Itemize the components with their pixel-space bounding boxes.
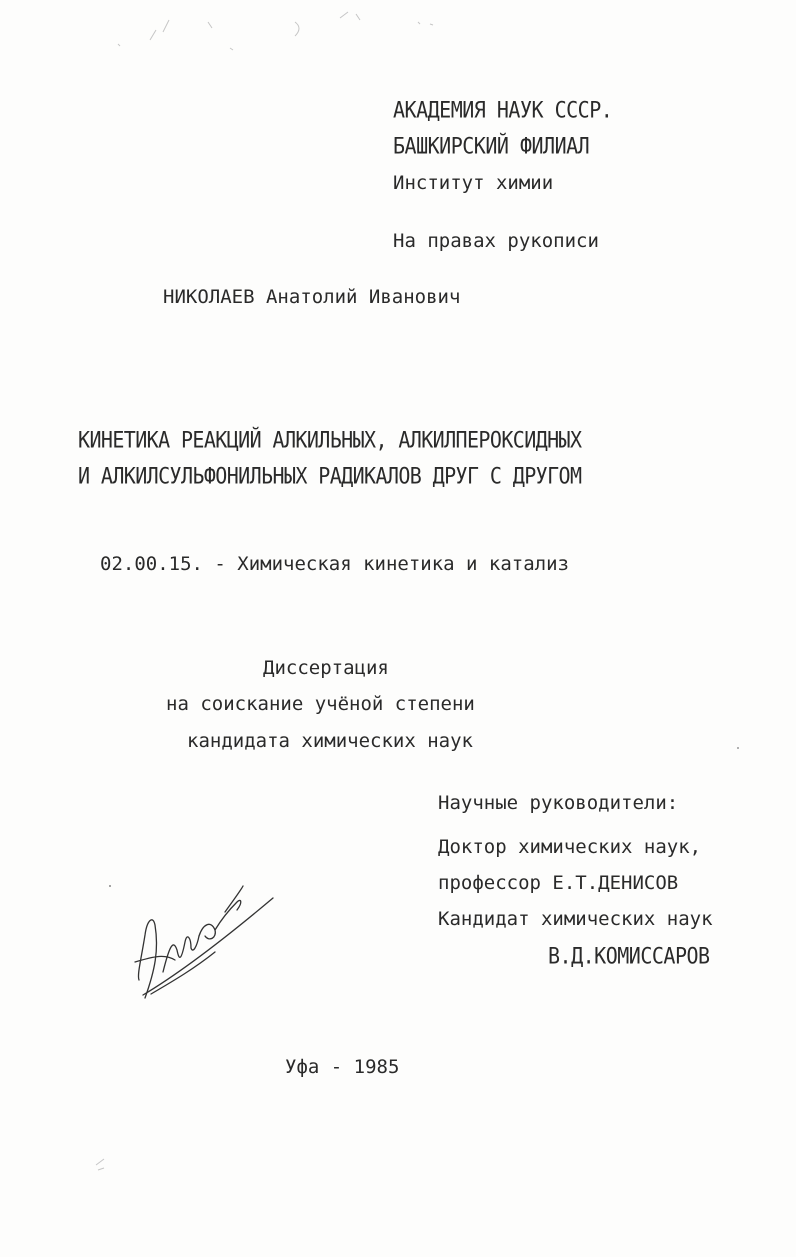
degree-line-1: Диссертация: [263, 657, 389, 679]
degree-line-2: на соискание учёной степени: [166, 693, 475, 715]
author-name: НИКОЛАЕВ Анатолий Иванович: [163, 286, 461, 308]
supervisor-2-degree: Кандидат химических наук: [438, 908, 713, 930]
speck: [109, 885, 111, 887]
supervisor-1-name: профессор Е.Т.ДЕНИСОВ: [438, 872, 679, 894]
thesis-title-line-1: КИНЕТИКА РЕАКЦИЙ АЛКИЛЬНЫХ, АЛКИЛПЕРОКСИДНЫХ: [78, 426, 582, 453]
speck: [737, 747, 739, 749]
city-year: Уфа - 1985: [285, 1056, 400, 1078]
signature-mark: [125, 880, 290, 1005]
degree-line-3: кандидата химических наук: [187, 730, 473, 752]
branch-line: БАШКИРСКИЙ ФИЛИАЛ: [393, 132, 590, 159]
supervisor-1-degree: Доктор химических наук,: [438, 836, 702, 858]
manuscript-note: На правах рукописи: [393, 230, 599, 252]
institute-line: Институт химии: [393, 172, 554, 194]
thesis-title-line-2: И АЛКИЛСУЛЬФОНИЛЬНЫХ РАДИКАЛОВ ДРУГ С ДРУГОМ: [78, 462, 582, 489]
supervisors-heading: Научные руководители:: [438, 792, 679, 814]
supervisor-2-name: В.Д.КОМИССАРОВ: [548, 942, 710, 969]
specialty-code: 02.00.15. - Химическая кинетика и катализ: [100, 553, 569, 575]
academy-line: АКАДЕМИЯ НАУК СССР.: [393, 96, 613, 123]
